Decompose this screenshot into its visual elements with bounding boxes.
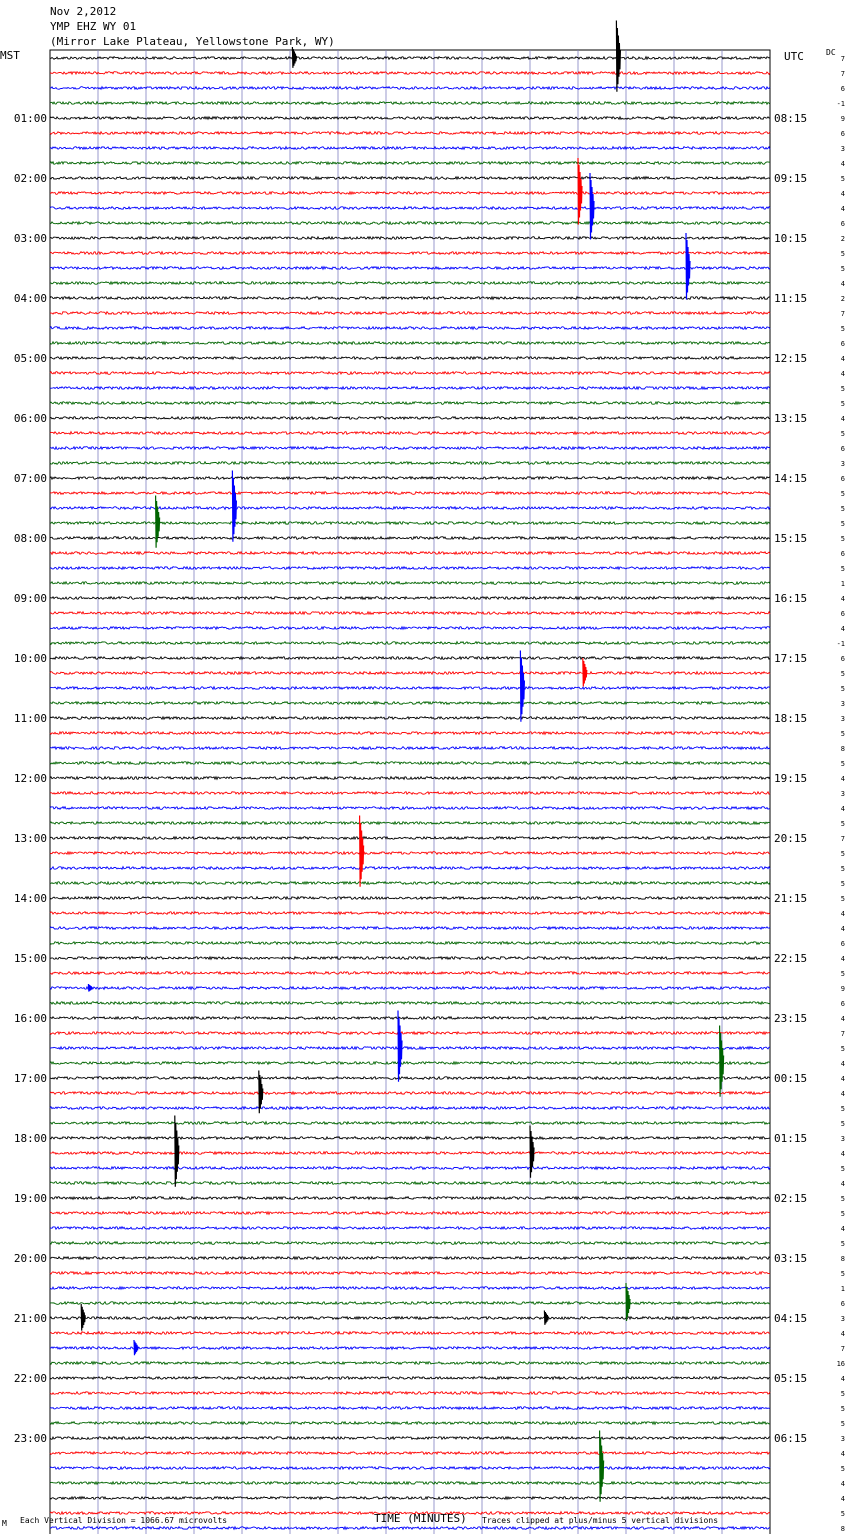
dc-offset-value: 6	[840, 85, 845, 93]
seismic-event	[232, 471, 236, 542]
left-hour-label: 22:00	[13, 1372, 47, 1385]
dc-offset-value: 5	[840, 265, 845, 273]
dc-offset-value: 4	[840, 1090, 845, 1098]
seismic-event	[88, 984, 92, 992]
dc-offset-value: 5	[840, 250, 845, 258]
dc-offset-value: 4	[840, 595, 845, 603]
seismic-event	[398, 1011, 402, 1082]
dc-offset-value: 5	[840, 400, 845, 408]
dc-offset-value: 4	[840, 1015, 845, 1023]
trace-row	[50, 822, 770, 825]
trace-row	[50, 57, 770, 60]
seismic-event	[360, 816, 364, 887]
left-hour-label: 11:00	[13, 712, 47, 725]
dc-offset-value: 5	[840, 730, 845, 738]
dc-offset-value: 4	[840, 625, 845, 633]
trace-row	[50, 987, 770, 990]
dc-offset-value: 4	[840, 355, 845, 363]
dc-offset-value: 4	[840, 1375, 845, 1383]
dc-offset-value: 5	[840, 175, 845, 183]
trace-row	[50, 807, 770, 810]
dc-offset-value: 6	[840, 220, 845, 228]
left-hour-label: 08:00	[13, 532, 47, 545]
trace-row	[50, 1047, 770, 1050]
dc-offset-value: 5	[840, 1465, 845, 1473]
trace-row	[50, 1107, 770, 1110]
trace-row	[50, 462, 770, 465]
left-hour-label: 23:00	[13, 1432, 47, 1445]
trace-row	[50, 912, 770, 915]
trace-row	[50, 1242, 770, 1245]
dc-offset-value: 4	[840, 1060, 845, 1068]
trace-row	[50, 867, 770, 870]
trace-row	[50, 1302, 770, 1305]
left-timezone-label: MST	[0, 49, 20, 62]
left-hour-label: 06:00	[13, 412, 47, 425]
dc-offset-value: 5	[840, 760, 845, 768]
trace-row	[50, 342, 770, 345]
dc-offset-value: 7	[840, 1345, 845, 1353]
dc-offset-value: 4	[840, 955, 845, 963]
left-hour-label: 17:00	[13, 1072, 47, 1085]
right-hour-label: 11:15	[774, 292, 808, 305]
trace-row	[50, 1332, 770, 1335]
trace-row	[50, 1407, 770, 1410]
trace-row	[50, 87, 770, 90]
left-hour-label: 05:00	[13, 352, 47, 365]
dc-offset-value: 4	[840, 805, 845, 813]
trace-row	[50, 387, 770, 390]
dc-offset-value: 5	[840, 670, 845, 678]
dc-offset-value: 7	[840, 70, 845, 78]
dc-offset-value: 5	[840, 490, 845, 498]
right-hour-label: 21:15	[774, 892, 808, 905]
dc-offset-value: 4	[840, 415, 845, 423]
trace-row	[50, 747, 770, 750]
dc-offset-value: -1	[836, 640, 845, 648]
dc-offset-value: 3	[840, 1135, 845, 1143]
dc-offset-value: 5	[840, 1405, 845, 1413]
dc-offset-value: 4	[840, 190, 845, 198]
dc-offset-value: 5	[840, 1165, 845, 1173]
dc-offset-value: 8	[840, 745, 845, 753]
dc-offset-value: 7	[840, 1030, 845, 1038]
dc-offset-value: 1	[840, 1285, 845, 1293]
right-hour-label: 16:15	[774, 592, 808, 605]
trace-row	[50, 732, 770, 735]
trace-row	[50, 162, 770, 165]
right-hour-label: 10:15	[774, 232, 808, 245]
trace-row	[50, 1077, 770, 1080]
dc-offset-value: 4	[840, 775, 845, 783]
dc-offset-value: 7	[840, 310, 845, 318]
dc-offset-value: 5	[840, 685, 845, 693]
left-hour-label: 12:00	[13, 772, 47, 785]
seismic-event	[156, 496, 160, 548]
trace-row	[50, 72, 770, 75]
dc-offset-value: 5	[840, 895, 845, 903]
dc-offset-value: 4	[840, 910, 845, 918]
trace-row	[50, 582, 770, 585]
right-hour-label: 00:15	[774, 1072, 808, 1085]
dc-offset-value: 5	[840, 520, 845, 528]
seismic-event	[600, 1431, 604, 1502]
seismic-event	[530, 1126, 534, 1178]
dc-offset-value: 3	[840, 790, 845, 798]
trace-row	[50, 117, 770, 120]
dc-offset-value: 6	[840, 475, 845, 483]
trace-row	[50, 147, 770, 150]
trace-row	[50, 1002, 770, 1005]
trace-row	[50, 1122, 770, 1125]
trace-row	[50, 1137, 770, 1140]
dc-offset-value: -1	[836, 100, 845, 108]
trace-row	[50, 447, 770, 450]
trace-row	[50, 177, 770, 180]
left-hour-label: 14:00	[13, 892, 47, 905]
dc-offset-value: 5	[840, 565, 845, 573]
dc-offset-value: 4	[840, 1495, 845, 1503]
right-hour-label: 08:15	[774, 112, 808, 125]
dc-offset-value: 5	[840, 1240, 845, 1248]
trace-row	[50, 492, 770, 495]
dc-offset-value: 5	[840, 1105, 845, 1113]
dc-offset-value: 5	[840, 850, 845, 858]
right-hour-label: 12:15	[774, 352, 808, 365]
trace-row	[50, 327, 770, 330]
dc-offset-value: 4	[840, 1330, 845, 1338]
dc-offset-value: 8	[840, 1525, 845, 1533]
dc-offset-value: 6	[840, 340, 845, 348]
trace-row	[50, 1272, 770, 1275]
trace-row	[50, 1227, 770, 1230]
left-hour-label: 03:00	[13, 232, 47, 245]
trace-row	[50, 1392, 770, 1395]
dc-offset-value: 3	[840, 700, 845, 708]
left-hour-label: 09:00	[13, 592, 47, 605]
dc-offset-value: 4	[840, 1075, 845, 1083]
dc-offset-value: 6	[840, 610, 845, 618]
trace-row	[50, 897, 770, 900]
dc-offset-value: 4	[840, 160, 845, 168]
trace-row	[50, 282, 770, 285]
dc-offset-value: 16	[836, 1360, 845, 1368]
left-hour-label: 04:00	[13, 292, 47, 305]
dc-offset-value: 5	[840, 880, 845, 888]
dc-offset-value: 5	[840, 505, 845, 513]
trace-row	[50, 192, 770, 195]
trace-row	[50, 1032, 770, 1035]
date-title: Nov 2,2012	[50, 5, 117, 18]
right-hour-label: 23:15	[774, 1012, 808, 1025]
right-hour-label: 04:15	[774, 1312, 808, 1325]
trace-row	[50, 942, 770, 945]
trace-row	[50, 957, 770, 960]
trace-row	[50, 1257, 770, 1260]
dc-offset-value: 9	[840, 115, 845, 123]
seismic-event	[616, 21, 620, 92]
dc-offset-value: 5	[840, 325, 845, 333]
left-hour-label: 01:00	[13, 112, 47, 125]
trace-row	[50, 927, 770, 930]
right-hour-label: 22:15	[774, 952, 808, 965]
dc-offset-value: 4	[840, 1450, 845, 1458]
seismic-event	[578, 158, 582, 225]
dc-offset-value: 5	[840, 1195, 845, 1203]
trace-row	[50, 1317, 770, 1320]
trace-row	[50, 792, 770, 795]
dc-offset-value: 2	[840, 295, 845, 303]
right-hour-label: 17:15	[774, 652, 808, 665]
trace-row	[50, 372, 770, 375]
seismic-event	[134, 1340, 138, 1355]
dc-offset-value: 7	[840, 55, 845, 63]
trace-row	[50, 417, 770, 420]
seismic-event	[520, 651, 524, 722]
dc-offset-value: 3	[840, 460, 845, 468]
dc-offset-value: 7	[840, 835, 845, 843]
dc-offset-value: 5	[840, 1510, 845, 1518]
trace-row	[50, 267, 770, 270]
trace-row	[50, 297, 770, 300]
dc-offset-value: 5	[840, 820, 845, 828]
seismic-event	[544, 1311, 548, 1325]
trace-row	[50, 552, 770, 555]
trace-row	[50, 237, 770, 240]
dc-offset-value: 4	[840, 925, 845, 933]
trace-row	[50, 1152, 770, 1155]
trace-row	[50, 642, 770, 645]
right-hour-label: 20:15	[774, 832, 808, 845]
dc-offset-value: 5	[840, 1420, 845, 1428]
right-hour-label: 01:15	[774, 1132, 808, 1145]
dc-offset-value: 4	[840, 1225, 845, 1233]
trace-row	[50, 1197, 770, 1200]
trace-row	[50, 1347, 770, 1350]
trace-row	[50, 657, 770, 660]
location-title: (Mirror Lake Plateau, Yellowstone Park, WY)	[50, 35, 335, 48]
dc-offset-value: 5	[840, 430, 845, 438]
dc-offset-value: 4	[840, 370, 845, 378]
dc-offset-value: 3	[840, 1435, 845, 1443]
trace-row	[50, 1287, 770, 1290]
dc-offset-value: 3	[840, 145, 845, 153]
trace-row	[50, 357, 770, 360]
left-hour-label: 10:00	[13, 652, 47, 665]
dc-offset-value: 5	[840, 1120, 845, 1128]
trace-row	[50, 1497, 770, 1500]
trace-row	[50, 702, 770, 705]
dc-offset-value: 6	[840, 1300, 845, 1308]
trace-row	[50, 777, 770, 780]
trace-row	[50, 1017, 770, 1020]
dc-offset-value: 5	[840, 535, 845, 543]
x-axis-title: TIME (MINUTES)	[374, 1512, 467, 1525]
right-hour-label: 18:15	[774, 712, 808, 725]
left-hour-label: 15:00	[13, 952, 47, 965]
dc-offset-value: 3	[840, 1315, 845, 1323]
left-hour-label: 19:00	[13, 1192, 47, 1205]
clip-note: Traces clipped at plus/minus 5 vertical divisions	[482, 1516, 719, 1525]
trace-row	[50, 1437, 770, 1440]
trace-row	[50, 1482, 770, 1485]
trace-row	[50, 672, 770, 675]
right-hour-label: 09:15	[774, 172, 808, 185]
dc-offset-value: 5	[840, 1390, 845, 1398]
dc-offset-value: 5	[840, 970, 845, 978]
vertical-scale-note: Each Vertical Division = 1066.67 microvolts	[20, 1516, 228, 1525]
seismic-event	[686, 233, 690, 300]
trace-row	[50, 627, 770, 630]
dc-offset-value: 4	[840, 1180, 845, 1188]
left-hour-label: 21:00	[13, 1312, 47, 1325]
trace-row	[50, 222, 770, 225]
right-hour-label: 15:15	[774, 532, 808, 545]
dc-offset-value: 5	[840, 865, 845, 873]
left-hour-label: 16:00	[13, 1012, 47, 1025]
trace-row	[50, 612, 770, 615]
right-hour-label: 05:15	[774, 1372, 808, 1385]
right-hour-label: 03:15	[774, 1252, 808, 1265]
seismic-event	[175, 1116, 179, 1187]
right-hour-label: 02:15	[774, 1192, 808, 1205]
trace-row	[50, 1452, 770, 1455]
trace-row	[50, 207, 770, 210]
trace-row	[50, 432, 770, 435]
left-hour-label: 20:00	[13, 1252, 47, 1265]
left-hour-label: 13:00	[13, 832, 47, 845]
trace-row	[50, 1527, 770, 1530]
footer-mark: M	[2, 1519, 7, 1528]
seismic-event	[81, 1304, 85, 1331]
trace-row	[50, 537, 770, 540]
trace-row	[50, 1422, 770, 1425]
left-hour-label: 07:00	[13, 472, 47, 485]
seismic-event	[583, 658, 587, 687]
trace-row	[50, 852, 770, 855]
dc-offset-value: 4	[840, 1150, 845, 1158]
trace-row	[50, 312, 770, 315]
trace-row	[50, 567, 770, 570]
dc-offset-value: 5	[840, 1270, 845, 1278]
dc-offset-value: 3	[840, 715, 845, 723]
trace-row	[50, 1377, 770, 1380]
trace-row	[50, 1467, 770, 1470]
trace-row	[50, 972, 770, 975]
dc-offset-value: 9	[840, 985, 845, 993]
trace-row	[50, 1362, 770, 1365]
dc-offset-value: 6	[840, 940, 845, 948]
dc-offset-value: 4	[840, 1480, 845, 1488]
trace-row	[50, 477, 770, 480]
dc-offset-value: 6	[840, 445, 845, 453]
dc-offset-value: 6	[840, 1000, 845, 1008]
trace-row	[50, 1212, 770, 1215]
dc-offset-value: 5	[840, 385, 845, 393]
station-title: YMP EHZ WY 01	[50, 20, 137, 33]
trace-row	[50, 837, 770, 840]
trace-row	[50, 132, 770, 135]
right-hour-label: 06:15	[774, 1432, 808, 1445]
trace-row	[50, 597, 770, 600]
dc-offset-value: 5	[840, 1210, 845, 1218]
seismic-event	[590, 173, 594, 240]
dc-offset-value: 8	[840, 1255, 845, 1263]
trace-row	[50, 882, 770, 885]
dc-offset-value: 2	[840, 235, 845, 243]
dc-offset-value: 5	[840, 1045, 845, 1053]
dc-label: DC	[826, 48, 836, 57]
dc-offset-value: 1	[840, 580, 845, 588]
dc-offset-value: 4	[840, 205, 845, 213]
dc-offset-value: 6	[840, 655, 845, 663]
trace-row	[50, 402, 770, 405]
trace-row	[50, 102, 770, 105]
plot-frame	[50, 50, 770, 1534]
right-hour-label: 13:15	[774, 412, 808, 425]
dc-offset-value: 4	[840, 280, 845, 288]
right-hour-label: 14:15	[774, 472, 808, 485]
dc-offset-value: 6	[840, 130, 845, 138]
trace-row	[50, 717, 770, 720]
left-hour-label: 18:00	[13, 1132, 47, 1145]
trace-row	[50, 1092, 770, 1095]
trace-row	[50, 687, 770, 690]
trace-row	[50, 1062, 770, 1065]
dc-offset-value: 6	[840, 550, 845, 558]
left-hour-label: 02:00	[13, 172, 47, 185]
trace-row	[50, 252, 770, 255]
right-timezone-label: UTC	[784, 50, 804, 63]
trace-row	[50, 1167, 770, 1170]
trace-row	[50, 1182, 770, 1185]
right-hour-label: 19:15	[774, 772, 808, 785]
trace-row	[50, 762, 770, 765]
